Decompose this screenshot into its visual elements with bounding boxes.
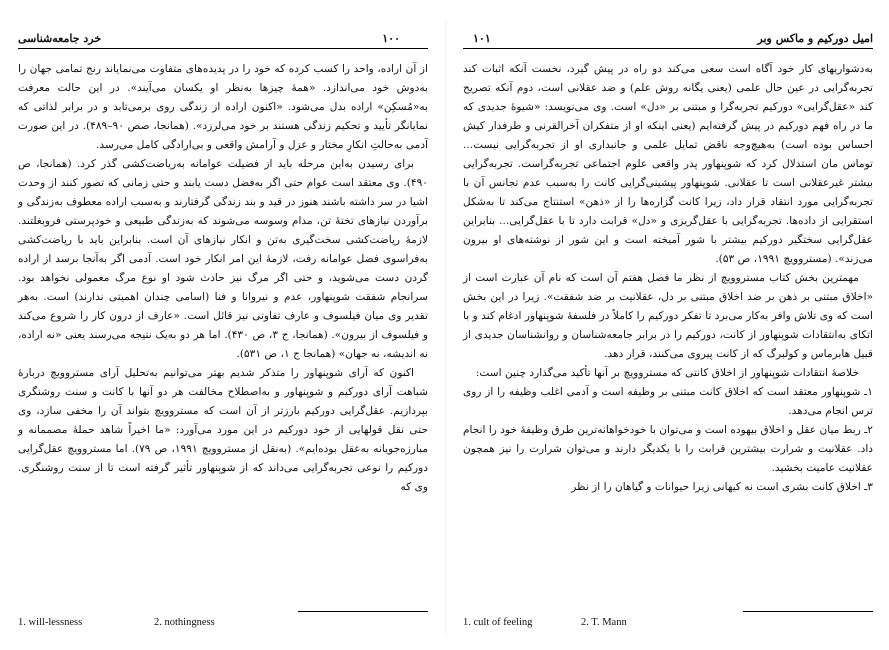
- footnote-2: 2. T. Mann: [581, 617, 627, 628]
- list-item: ۳ـ اخلاق کانت بشری است نه کیهانی زیرا حیوانات و گیاهان را از نظر: [571, 481, 873, 493]
- footnote-1: 1. will-lessness: [18, 617, 83, 628]
- page-header: [18, 32, 428, 49]
- paragraph: از آن اراده، واحد را کسب کرده که خود را در پدیده‌های متفاوت می‌نمایاند رنج تمامی جهان را به‌دوش خود می‌اندازد. «همهٔ چیزها به‌نظر او یکسان می‌آیند». در این حالت معرفت به‌«مُسکِن» اراده بدل می‌شود. «اکنون اراده از زندگی روی برمی‌تابد و در برابر لذاتی که نمایانگر تأیید و تحکیم زندگی هستند بر خود می‌لرزد». (همانجا، صص ۹۰–۴۸۹). در این صورت آدمی به‌حالتِ انکارِ مختار و عزل و آرامش واقعی و بی‌ارادگی کامل می‌رسد.: [18, 63, 428, 151]
- running-title: خرد جامعه‌شناسی: [18, 32, 102, 45]
- paragraph: برای رسیدن به‌این مرحله باید از فضیلت عوامانه به‌ریاضت‌کشی گذر کرد. (همانجا، ص ۴۹۰). وی معتقد است عوام حتی اگر به‌فضل دست یابند و حتی زمانی که تصور کنند از وحدت اشیا در سر داشته باشند هنوز در قید و بند زندگی گرفتارند و به‌سبب اراده معطوف به‌زندگی و برآوردن نیازهای تختهٔ تن، مدام وسوسه می‌شوند که به‌زندگی طبیعی و خودپرستی فروبغلتند. لازمهٔ ریاضت‌کشی سخت‌گیری به‌تن و انکار نیازهای آن است. بنابراین باید با ریاضت‌کشی به‌فراسوی فضل عوامانه رفت، لازمهٔ این امر انکار خود است. آدمی اگر به‌آنجا برسد از اراده گردن دست می‌شوید، و حتی اگر مرگ نیز حادث شود او نوع مرگ معمولی نخواهد بود. سرانجام شفقت شوپنهاور، عدم و نیروانا و فنا (اسامی چندان اهمیتی ندارند) است. به‌هر تقدیر وی میان فیلسوف و عارف تفاوتی نیز قائل است. «عارف از درون کار را شروع می‌کند و فیلسوف از بیرون». (همانجا، ج ۳، ص ۴۳۰). اما هر دو به‌یک نتیجه می‌رسند یعنی «نه اراده، نه اندیشه، نه جهان» (همانجا ج ۱، ص ۵۳۱).: [18, 158, 429, 360]
- footnotes: [18, 616, 428, 632]
- right-page: [463, 0, 873, 650]
- paragraph: به‌دشواریهای کار خود آگاه است سعی می‌کند دو راه در پیش گیرد، نخست آنکه اثبات کند تجربه‌گرایی در عین حال علمی (یعنی یگانه روش علم) و ضد عقلانی است، دوم آنکه تصریح کند «عقل‌گرایی» دورکیم تجربه‌گرا و مبتنی بر «دل» است. وی می‌نویسد: «شیوهٔ جدیدی که ما در راه فهم دورکیم در پیش گرفته‌ایم (یعنی اینکه او از متفکران آخرالقرنی و طرفدار کیش احساس بوده است) به‌هیچ‌وجه ناقض تمایل علمی و جانبداری او از تجربه‌گرایی نیست... توماس مان استدلال کرد که شوپنهاور پدر واقعی علوم اجتماعی تجربه‌گراست. تجربه‌گرایی بیشتر غیرعقلانی است تا عقلانی. شوپنهاور پیشینی‌گرایی کانت را به‌سبب عدم تجانس آن با تجربه‌گرایی مورد انتقاد قرار داد، زیرا کانت گزاره‌ها را از «ذهن» استنتاج می‌کند تا به‌شکل استقرایی از داده‌ها. تجربه‌گرایی با عقل‌گریزی و «دل» قرابت دارد تا با عقل‌گرایی... بنابراین عقل‌گرایی سختگیر دورکیم بیشتر با شور آمیخته است و این شور از نوشته‌های او بیرون می‌زند». (مستروویچ ۱۹۹۱، ص ۵۳).: [463, 63, 873, 265]
- paragraph: اکنون که آرای شوپنهاور را متذکر شدیم بهتر می‌توانیم به‌تحلیل آرای مستروویچ دربارهٔ شباهت آرای دورکیم و شوپنهاور و به‌اصطلاح مخالفت هر دو آنها با کانت و سنت روشنگری بپردازیم. عقل‌گرایی دورکیم بارزتر از آن است که مستروویچ بتواند آن را مخفی سازد، وی حتی نقل قولهایی از خود دورکیم در این مورد می‌آورد: «ما اخیراً شاهد حملهٔ مصممانه و مبارزه‌جویانه به‌عقل بوده‌ایم». (به‌نقل از مستروویچ ۱۹۹۱، ص ۷۹). اما مستروویچ عقل‌گرایی دورکیم را نوعی تجربه‌گرایی می‌داند که از شوپنهاور تأثیر گرفته است تا از سنت روشنگری. وی که: [18, 367, 429, 493]
- body-text: [18, 60, 428, 497]
- list-item: ۲ـ ربط میان عقل و اخلاق بیهوده است و می‌توان با خودخواهانه‌ترین طرق وظیفهٔ خود را انجام داد. عقلانیت و شرارت بیشترین قرابت را با یکدیگر دارند و می‌توان شرارت را نیز همچون عقلانیت عامیت بخشید.: [462, 424, 873, 474]
- gutter-divider: [445, 20, 446, 635]
- page-header: [463, 32, 873, 49]
- paragraph: خلاصهٔ انتقادات شوپنهاور از اخلاق کانتی که مستروویچ بر آنها تأکید می‌گذارد چنین است:: [475, 367, 859, 379]
- list-item: ۱ـ شوپنهاور معتقد است که اخلاق کانت مبتنی بر وظیفه است و آدمی اغلب وظیفه را از روی ترس انجام می‌دهد.: [463, 386, 873, 417]
- footnote-2: 2. nothingness: [154, 617, 215, 628]
- running-title: امیل دورکیم و ماکس وبر: [757, 32, 873, 45]
- body-text: [463, 60, 873, 497]
- footnote-1: 1. cult of feeling: [463, 617, 533, 628]
- footnote-rule: [298, 611, 428, 612]
- page-number: ۱۰۱: [473, 32, 491, 45]
- footnotes: [463, 616, 873, 632]
- left-page: [18, 0, 428, 650]
- page-number: ۱۰۰: [382, 32, 400, 45]
- paragraph: مهمترین بخش کتاب مستروویچ از نظر ما فصل هفتم آن است که نام آن عبارت است از «اخلاق مبتنی بر ذهن بر ضد اخلاق مبتنی بر دل، عقلانیت بر ضد شفقت». زیرا در این بخش است که وی تلاش وافر به‌کار می‌برد تا تفکر دورکیم را کاملاً در فلسفهٔ شوپنهاور ادغام کند و با اتکای به‌انتقادات شوپنهاور از کانت، دورکیم را در برابر جامعه‌شناسان و روانشناسان جدیدی از قبیل هابرماس و کولبرگ که از کانت پیروی می‌کنند، قرار دهد.: [463, 272, 873, 360]
- footnote-rule: [743, 611, 873, 612]
